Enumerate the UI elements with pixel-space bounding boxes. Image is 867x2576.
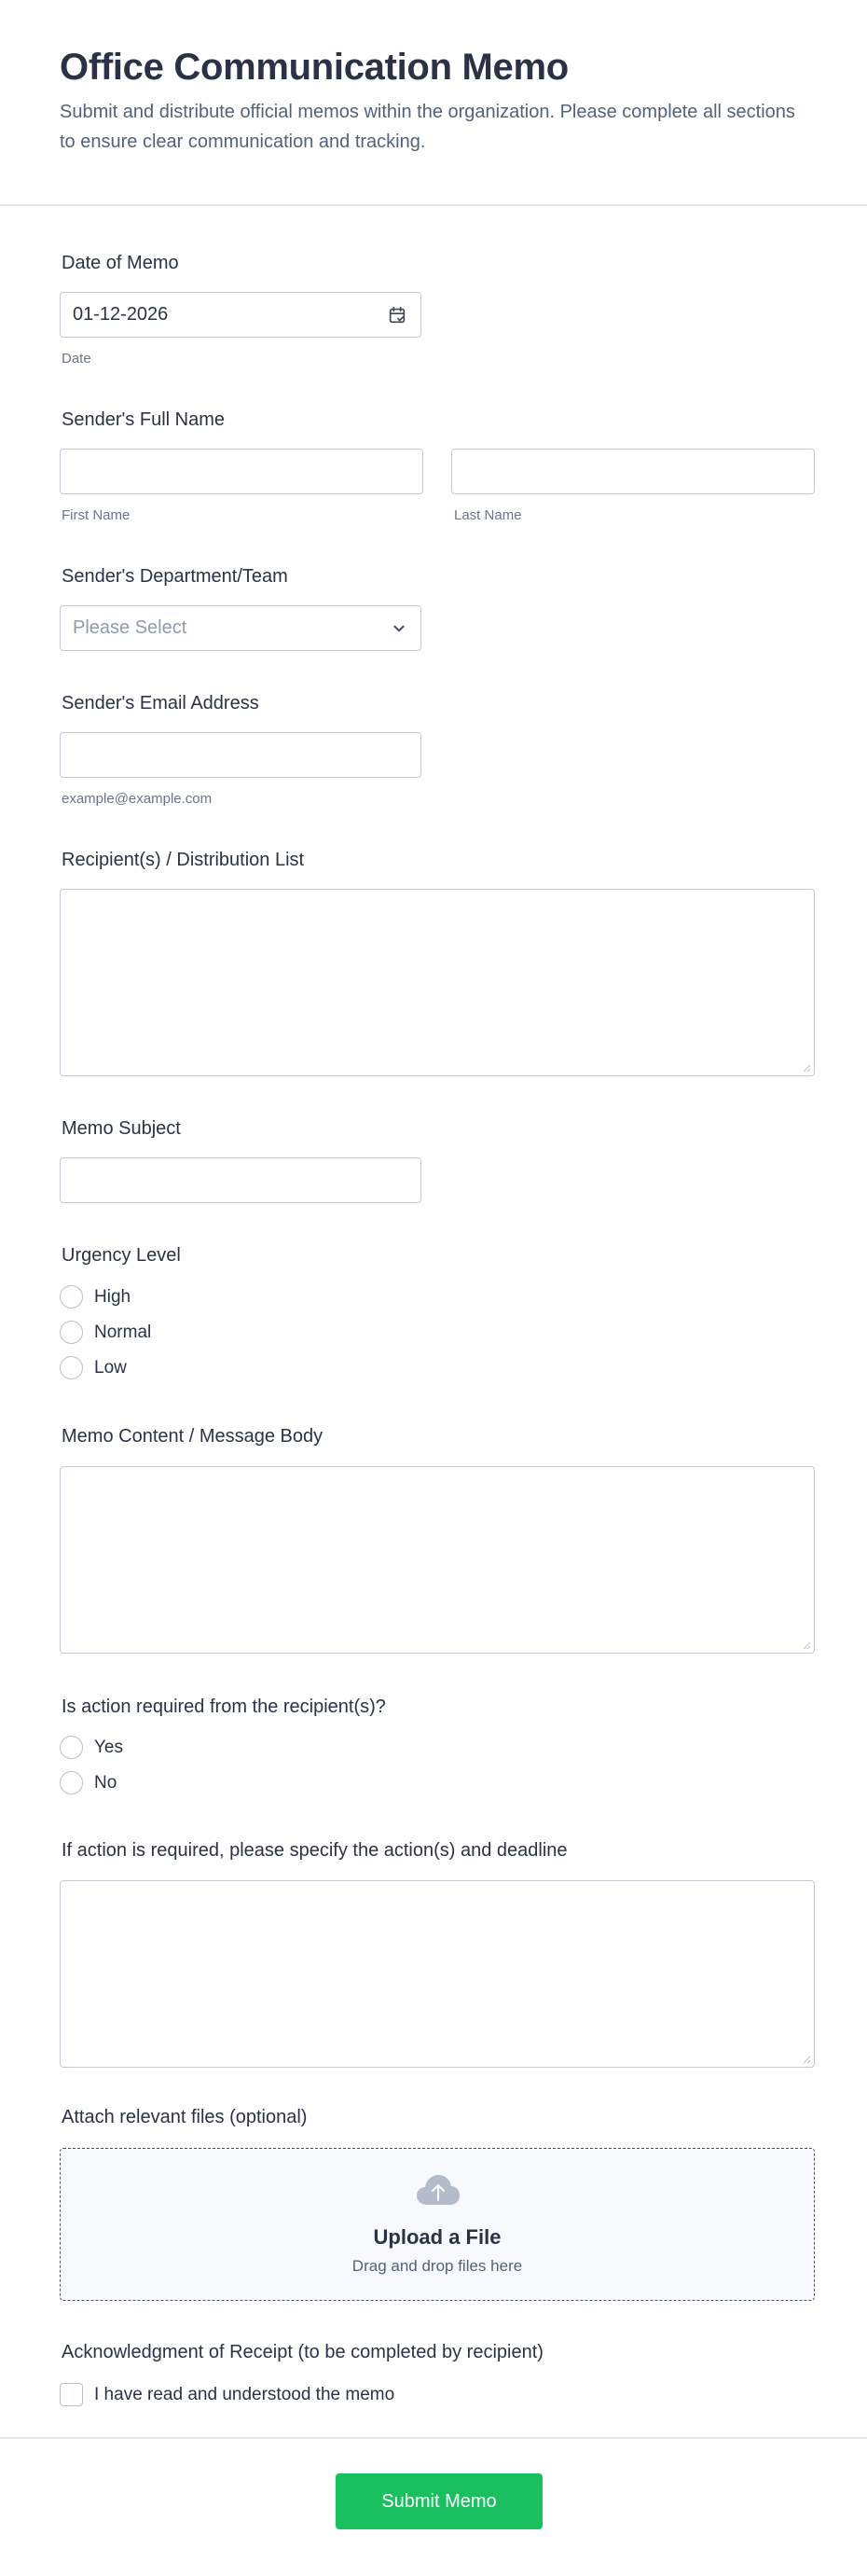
page-title: Office Communication Memo — [60, 47, 569, 88]
action-option-yes[interactable]: Yes — [94, 1738, 123, 1757]
first-name-input[interactable] — [60, 449, 423, 494]
upload-subtitle: Drag and drop files here — [351, 2257, 523, 2275]
action-option-no[interactable]: No — [94, 1773, 117, 1793]
recipients-textarea[interactable] — [60, 889, 815, 1076]
resize-grip-icon[interactable] — [802, 1063, 811, 1073]
urgency-radio-high[interactable] — [60, 1285, 83, 1309]
action-details-label: If action is required, please specify the action(s) and deadline — [62, 1840, 568, 1861]
chevron-down-icon — [391, 620, 407, 637]
calendar-check-icon[interactable] — [387, 305, 407, 325]
action-radio-no[interactable] — [60, 1771, 83, 1794]
content-textarea[interactable] — [60, 1466, 815, 1654]
date-sublabel: Date — [62, 351, 91, 367]
email-input[interactable] — [60, 732, 421, 778]
date-label: Date of Memo — [62, 253, 179, 273]
urgency-radio-normal[interactable] — [60, 1321, 83, 1344]
last-name-sublabel: Last Name — [454, 507, 522, 523]
department-select[interactable] — [60, 605, 421, 651]
resize-grip-icon[interactable] — [802, 1641, 811, 1650]
urgency-radio-low[interactable] — [60, 1356, 83, 1379]
urgency-option-normal[interactable]: Normal — [94, 1323, 152, 1342]
header-divider — [0, 204, 867, 206]
upload-title: Upload a File — [373, 2225, 502, 2249]
urgency-option-low[interactable]: Low — [94, 1358, 127, 1378]
action-details-textarea[interactable] — [60, 1880, 815, 2068]
urgency-option-high[interactable]: High — [94, 1287, 131, 1307]
urgency-label: Urgency Level — [62, 1245, 181, 1266]
file-dropzone[interactable] — [60, 2148, 815, 2301]
email-label: Sender's Email Address — [62, 693, 259, 713]
date-value: 01-12-2026 — [73, 304, 169, 325]
resize-grip-icon[interactable] — [802, 2055, 811, 2064]
email-sublabel: example@example.com — [62, 791, 213, 807]
recipients-label: Recipient(s) / Distribution List — [62, 850, 305, 870]
last-name-input[interactable] — [451, 449, 815, 494]
page-subtitle: Submit and distribute official memos within the organization. Please complete all sections to ensure clear communication and tracking. — [60, 102, 795, 152]
cloud-upload-icon — [416, 2174, 461, 2206]
acknowledgment-checkbox[interactable] — [60, 2383, 83, 2406]
acknowledgment-label: Acknowledgment of Receipt (to be completed by recipient) — [62, 2342, 544, 2362]
department-label: Sender's Department/Team — [62, 566, 288, 587]
subject-input[interactable] — [60, 1157, 421, 1203]
action-required-label: Is action required from the recipient(s)? — [62, 1697, 386, 1717]
submit-memo-button[interactable]: Submit Memo — [336, 2473, 543, 2529]
sender-name-label: Sender's Full Name — [62, 409, 225, 430]
content-label: Memo Content / Message Body — [62, 1426, 323, 1447]
department-placeholder: Please Select — [73, 617, 187, 638]
acknowledgment-checkbox-label[interactable]: I have read and understood the memo — [94, 2385, 395, 2404]
first-name-sublabel: First Name — [62, 507, 131, 523]
attachments-label: Attach relevant files (optional) — [62, 2107, 308, 2127]
date-input[interactable] — [60, 292, 421, 338]
subject-label: Memo Subject — [62, 1118, 181, 1139]
action-radio-yes[interactable] — [60, 1736, 83, 1759]
footer-divider — [0, 2437, 867, 2439]
